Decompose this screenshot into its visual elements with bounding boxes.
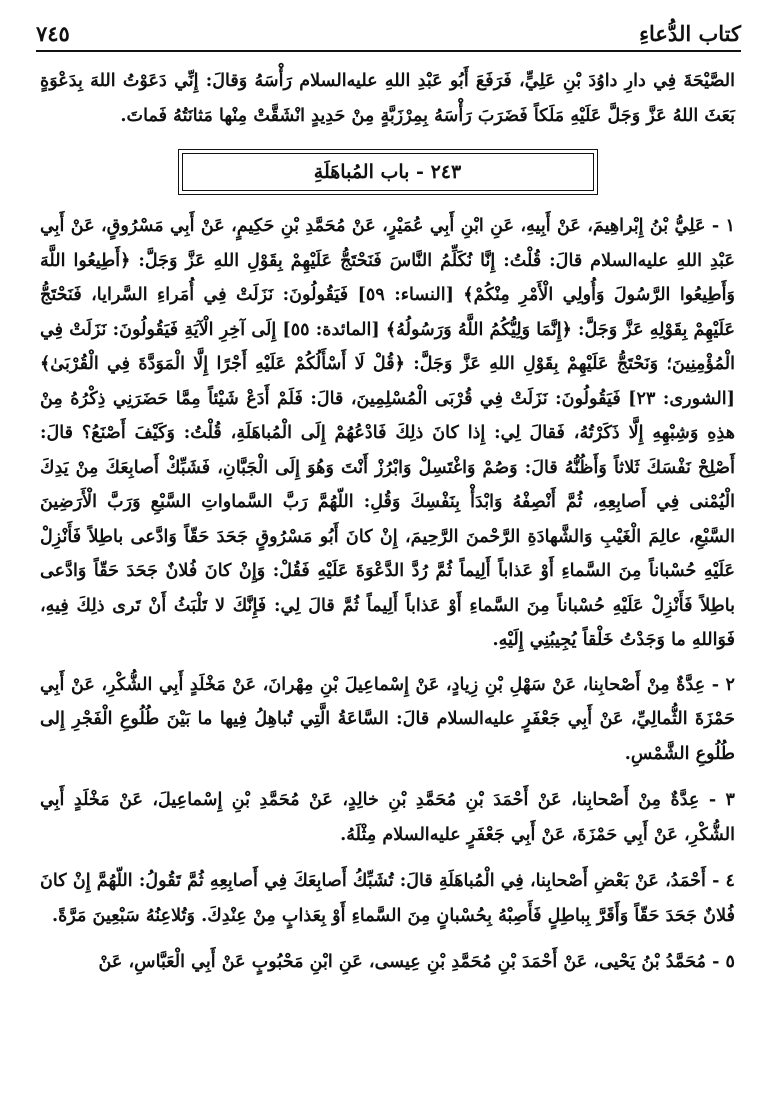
continuation-paragraph: الصَّيْحَةَ فِي دارِ داوُدَ بْنِ عَلِيٍّ، فَرَفَعَ أَبُو عَبْدِ اللهِ عليه‌السلام رَأْسَهُ وَقالَ: إِنِّي دَعَوْتُ اللهَ بِدَعْوَةٍ بَعَثَ اللهُ عَزَّ وَجَلَّ عَلَيْهِ مَلَكاً فَضَرَبَ رَأْسَهُ بِمِرْزَبَّةٍ مِنْ حَدِيدٍ انْشَقَّتْ مِنْها مَثانَتُهُ فَماتَ. bbox=[40, 70, 735, 126]
hadith-4: ٤ - أَحْمَدُ، عَنْ بَعْضِ أَصْحابِنا، فِي الْمُباهَلَةِ قالَ: تُشَبِّكُ أَصابِعَكَ فِي أَصابِعِهِ ثُمَّ تَقُولُ: اللّهُمَّ إِنْ كانَ فُلانٌ جَحَدَ حَقّاً وَأَقَرَّ بِباطِلٍ فَأَصِبْهُ بِحُسْبانٍ مِنَ السَّماءِ أَوْ بِعَذابٍ مِنْ عِنْدِكَ. وَتُلاعِنُهُ سَبْعِينَ مَرَّةً. bbox=[40, 870, 735, 926]
hadith-5: ٥ - مُحَمَّدُ بْنُ يَحْيى، عَنْ أَحْمَدَ بْنِ مُحَمَّدِ بْنِ عِيسى، عَنِ ابْنِ مَحْبُوبٍ عَنْ أَبِي الْعَبَّاسِ، عَنْ bbox=[98, 951, 735, 972]
book-title: كتاب الدُّعاءِ bbox=[639, 21, 741, 46]
page-content bbox=[40, 64, 735, 1115]
page-header bbox=[36, 14, 741, 52]
page-number: ٧٤٥ bbox=[36, 21, 70, 46]
hadith-1: ١ - عَلِيُّ بْنُ إِبْراهِيمَ، عَنْ أَبِيهِ، عَنِ ابْنِ أَبِي عُمَيْرٍ، عَنْ مُحَمَّدِ بْنِ حَكِيمٍ، عَنْ أَبِي مَسْرُوقٍ، عَنْ أَبِي عَبْدِ اللهِ عليه‌السلام قالَ: قُلْتُ: إِنَّا نُكَلِّمُ النَّاسَ فَنَحْتَجُّ عَلَيْهِمْ بِقَوْلِ اللهِ عَزَّ وَجَلَّ: ﴿أَطِيعُوا اللَّهَ وَأَطِيعُوا الرَّسُولَ وَأُولِي الْأَمْرِ مِنْكُمْ﴾ [النساء: ٥٩] فَيَقُولُونَ: نَزَلَتْ فِي أُمَراءِ السَّرايا، فَنَحْتَجُّ عَلَيْهِمْ بِقَوْلِهِ عَزَّ وَجَلَّ: ﴿إِنَّمَا وَلِيُّكُمُ اللَّهُ وَرَسُولُهُ﴾ [المائدة: ٥٥] إِلَى آخِرِ الْآيَةِ فَيَقُولُونَ: نَزَلَتْ فِي الْمُؤْمِنِينَ؛ وَنَحْتَجُّ عَلَيْهِمْ بِقَوْلِ اللهِ عَزَّ وَجَلَّ: ﴿قُلْ لَا أَسْأَلُكُمْ عَلَيْهِ أَجْرًا إِلَّا الْمَوَدَّةَ فِي الْقُرْبَىٰ﴾ [الشورى: ٢٣] فَيَقُولُونَ: نَزَلَتْ فِي قُرْبَى الْمُسْلِمِينَ، قالَ: فَلَمْ أَدَعْ شَيْئاً مِمَّا حَضَرَنِي ذِكْرُهُ مِنْ هذِهِ وَشِبْهِهِ إِلَّا ذَكَرْتُهُ، فَقالَ لِي: إِذا كانَ ذلِكَ فَادْعُهُمْ إِلَى الْمُباهَلَةِ، قُلْتُ: وَكَيْفَ أَصْنَعُ؟ قالَ: أَصْلِحْ نَفْسَكَ ثَلاثاً وَأَظُنُّهُ قالَ: وَصُمْ وَاغْتَسِلْ وَابْرُزْ أَنْتَ وَهُوَ إِلَى الْجَبَّانِ، فَشَبِّكْ أَصابِعَكَ مِنْ يَدِكَ الْيُمْنى فِي أَصابِعِهِ، ثُمَّ أَنْصِفْهُ وَابْدَأْ بِنَفْسِكَ وَقُلِ: اللّهُمَّ رَبَّ السَّماواتِ السَّبْعِ وَرَبَّ الْأَرَضِينَ السَّبْعِ، عالِمَ الْغَيْبِ وَالشَّهادَةِ الرَّحْمنَ الرَّحِيمَ، إِنْ كانَ أَبُو مَسْرُوقٍ جَحَدَ حَقّاً وَادَّعى باطِلاً فَأَنْزِلْ عَلَيْهِ حُسْباناً مِنَ السَّماءِ أَوْ عَذاباً أَلِيماً ثُمَّ رُدَّ الدَّعْوَةَ عَلَيْهِ فَقُلْ: وَإِنْ كانَ فُلانٌ جَحَدَ حَقّاً وَادَّعى باطِلاً فَأَنْزِلْ عَلَيْهِ حُسْباناً مِنَ السَّماءِ أَوْ عَذاباً أَلِيماً ثُمَّ قالَ لِي: فَإِنَّكَ لا تَلْبَثُ أَنْ تَرى ذلِكَ فِيهِ، فَوَاللهِ ما وَجَدْتُ خَلْقاً يُجِيبُنِي إِلَيْهِ. bbox=[40, 215, 735, 650]
hadith-3: ٣ - عِدَّةٌ مِنْ أَصْحابِنا، عَنْ أَحْمَدَ بْنِ مُحَمَّدِ بْنِ خالِدٍ، عَنْ مُحَمَّدِ بْنِ إِسْماعِيلَ، عَنْ مَخْلَدٍ أَبِي الشُّكْرِ، عَنْ أَبِي حَمْزَةَ، عَنْ أَبِي جَعْفَرٍ عليه‌السلام مِثْلَهُ. bbox=[40, 789, 735, 845]
chapter-heading-box bbox=[178, 149, 598, 195]
hadith-2: ٢ - عِدَّةٌ مِنْ أَصْحابِنا، عَنْ سَهْلِ بْنِ زِيادٍ، عَنْ إِسْماعِيلَ بْنِ مِهْرانَ، عَنْ مَخْلَدٍ أَبِي الشُّكْرِ، عَنْ أَبِي حَمْزَةَ الثُّمالِيِّ، عَنْ أَبِي جَعْفَرٍ عليه‌السلام قالَ: السَّاعَةُ الَّتِي تُباهِلُ فِيها ما بَيْنَ طُلُوعِ الْفَجْرِ إِلى طُلُوعِ الشَّمْسِ. bbox=[40, 673, 735, 764]
chapter-title: ٢٤٣ - باب المُباهَلَةِ bbox=[182, 153, 594, 191]
